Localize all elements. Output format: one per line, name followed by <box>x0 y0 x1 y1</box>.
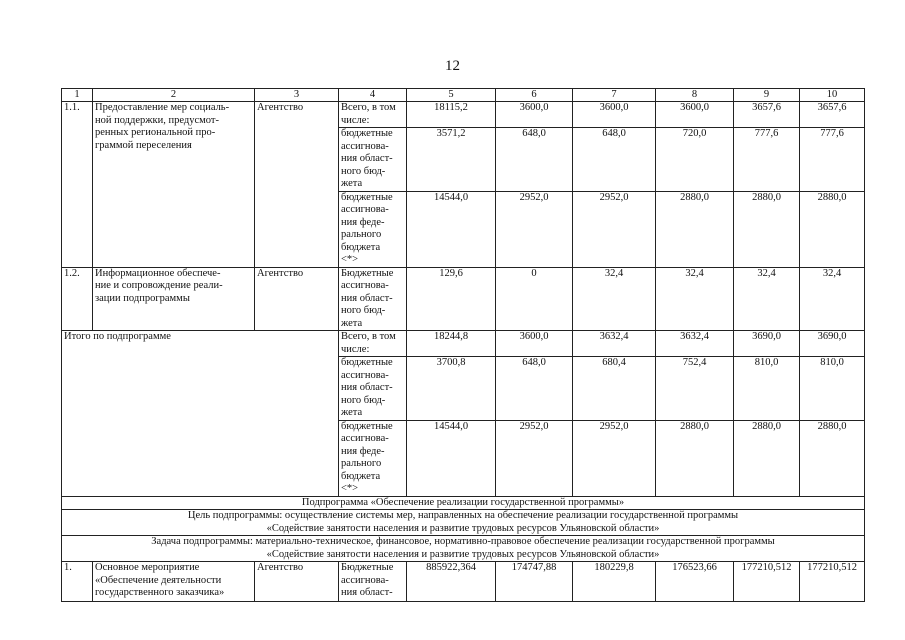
table-row <box>62 102 865 128</box>
column-numbers-row <box>62 89 865 102</box>
value-cell: 680,4 <box>573 357 656 421</box>
table-row <box>62 331 865 357</box>
executor: Агентство <box>255 562 339 602</box>
value-cell: 0 <box>496 267 573 331</box>
value-cell: 2952,0 <box>573 420 656 496</box>
table-row <box>62 510 865 536</box>
row-number: 1. <box>62 562 93 602</box>
column-number: 1 <box>62 89 93 102</box>
funding-source: бюджетные ассигнова- ния област- ного бюд- жета <box>339 357 407 421</box>
activity-name: Основное мероприятие «Обеспечение деятельности государственного заказчика» <box>93 562 255 602</box>
value-cell: 3600,0 <box>656 102 734 128</box>
funding-source: бюджетные ассигнова- ния феде- рального бюджета <*> <box>339 420 407 496</box>
funding-source: бюджетные ассигнова- ния феде- рального бюджета <*> <box>339 191 407 267</box>
table-row <box>62 536 865 562</box>
table-row <box>62 562 865 602</box>
value-cell: 3600,0 <box>573 102 656 128</box>
value-cell: 129,6 <box>407 267 496 331</box>
value-cell: 176523,66 <box>656 562 734 602</box>
activity-name: Предоставление мер социаль- ной поддержки, предусмот- ренных региональной про- граммой переселения <box>93 102 255 268</box>
value-cell: 177210,512 <box>734 562 800 602</box>
value-cell: 3690,0 <box>800 331 865 357</box>
row-number: 1.1. <box>62 102 93 268</box>
value-cell: 2880,0 <box>656 191 734 267</box>
table-row <box>62 496 865 510</box>
value-cell: 32,4 <box>800 267 865 331</box>
value-cell: 3657,6 <box>734 102 800 128</box>
value-cell: 2880,0 <box>800 420 865 496</box>
column-number: 5 <box>407 89 496 102</box>
column-number: 3 <box>255 89 339 102</box>
value-cell: 2880,0 <box>656 420 734 496</box>
value-cell: 180229,8 <box>573 562 656 602</box>
executor: Агентство <box>255 102 339 268</box>
value-cell: 177210,512 <box>800 562 865 602</box>
value-cell: 810,0 <box>800 357 865 421</box>
funding-source: Бюджетные ассигнова- ния област- ного бюд- жета <box>339 267 407 331</box>
value-cell: 18115,2 <box>407 102 496 128</box>
value-cell: 648,0 <box>573 128 656 192</box>
value-cell: 720,0 <box>656 128 734 192</box>
value-cell: 777,6 <box>800 128 865 192</box>
funding-source: Бюджетные ассигнова- ния област- <box>339 562 407 602</box>
activity-name: Информационное обеспече- ние и сопровождение реали- зации подпрограммы <box>93 267 255 331</box>
total-label: Итого по подпрограмме <box>62 331 339 497</box>
funding-source: Всего, в том числе: <box>339 102 407 128</box>
value-cell: 32,4 <box>734 267 800 331</box>
column-number: 8 <box>656 89 734 102</box>
value-cell: 3600,0 <box>496 331 573 357</box>
value-cell: 2880,0 <box>800 191 865 267</box>
value-cell: 3632,4 <box>573 331 656 357</box>
value-cell: 14544,0 <box>407 191 496 267</box>
value-cell: 3700,8 <box>407 357 496 421</box>
subprogram-goal: Цель подпрограммы: осуществление системы мер, направленных на обеспечение реализации государственной программы «Содействие занятости населения и развитие трудовых ресурсов Ульяновской области» <box>62 510 865 536</box>
value-cell: 648,0 <box>496 128 573 192</box>
value-cell: 18244,8 <box>407 331 496 357</box>
value-cell: 648,0 <box>496 357 573 421</box>
value-cell: 32,4 <box>656 267 734 331</box>
value-cell: 810,0 <box>734 357 800 421</box>
value-cell: 3632,4 <box>656 331 734 357</box>
column-number: 10 <box>800 89 865 102</box>
funding-source: Всего, в том числе: <box>339 331 407 357</box>
subprogram-title: Подпрограмма «Обеспечение реализации государственной программы» <box>62 496 865 510</box>
column-number: 2 <box>93 89 255 102</box>
value-cell: 2880,0 <box>734 420 800 496</box>
column-number: 7 <box>573 89 656 102</box>
value-cell: 2952,0 <box>496 420 573 496</box>
value-cell: 2952,0 <box>496 191 573 267</box>
column-number: 6 <box>496 89 573 102</box>
value-cell: 3571,2 <box>407 128 496 192</box>
value-cell: 3657,6 <box>800 102 865 128</box>
row-number: 1.2. <box>62 267 93 331</box>
budget-table <box>61 88 865 602</box>
executor: Агентство <box>255 267 339 331</box>
value-cell: 752,4 <box>656 357 734 421</box>
value-cell: 3600,0 <box>496 102 573 128</box>
subprogram-task: Задача подпрограммы: материально-техническое, финансовое, нормативно-правовое обеспечение реализации государственной программы «Содействие занятости населения и развитие трудовых ресурсов Ульяновской области» <box>62 536 865 562</box>
value-cell: 2880,0 <box>734 191 800 267</box>
value-cell: 32,4 <box>573 267 656 331</box>
value-cell: 14544,0 <box>407 420 496 496</box>
value-cell: 2952,0 <box>573 191 656 267</box>
value-cell: 777,6 <box>734 128 800 192</box>
value-cell: 3690,0 <box>734 331 800 357</box>
column-number: 4 <box>339 89 407 102</box>
value-cell: 885922,364 <box>407 562 496 602</box>
value-cell: 174747,88 <box>496 562 573 602</box>
column-number: 9 <box>734 89 800 102</box>
page-number: 12 <box>445 58 460 74</box>
table-row <box>62 267 865 331</box>
funding-source: бюджетные ассигнова- ния област- ного бюд- жета <box>339 128 407 192</box>
